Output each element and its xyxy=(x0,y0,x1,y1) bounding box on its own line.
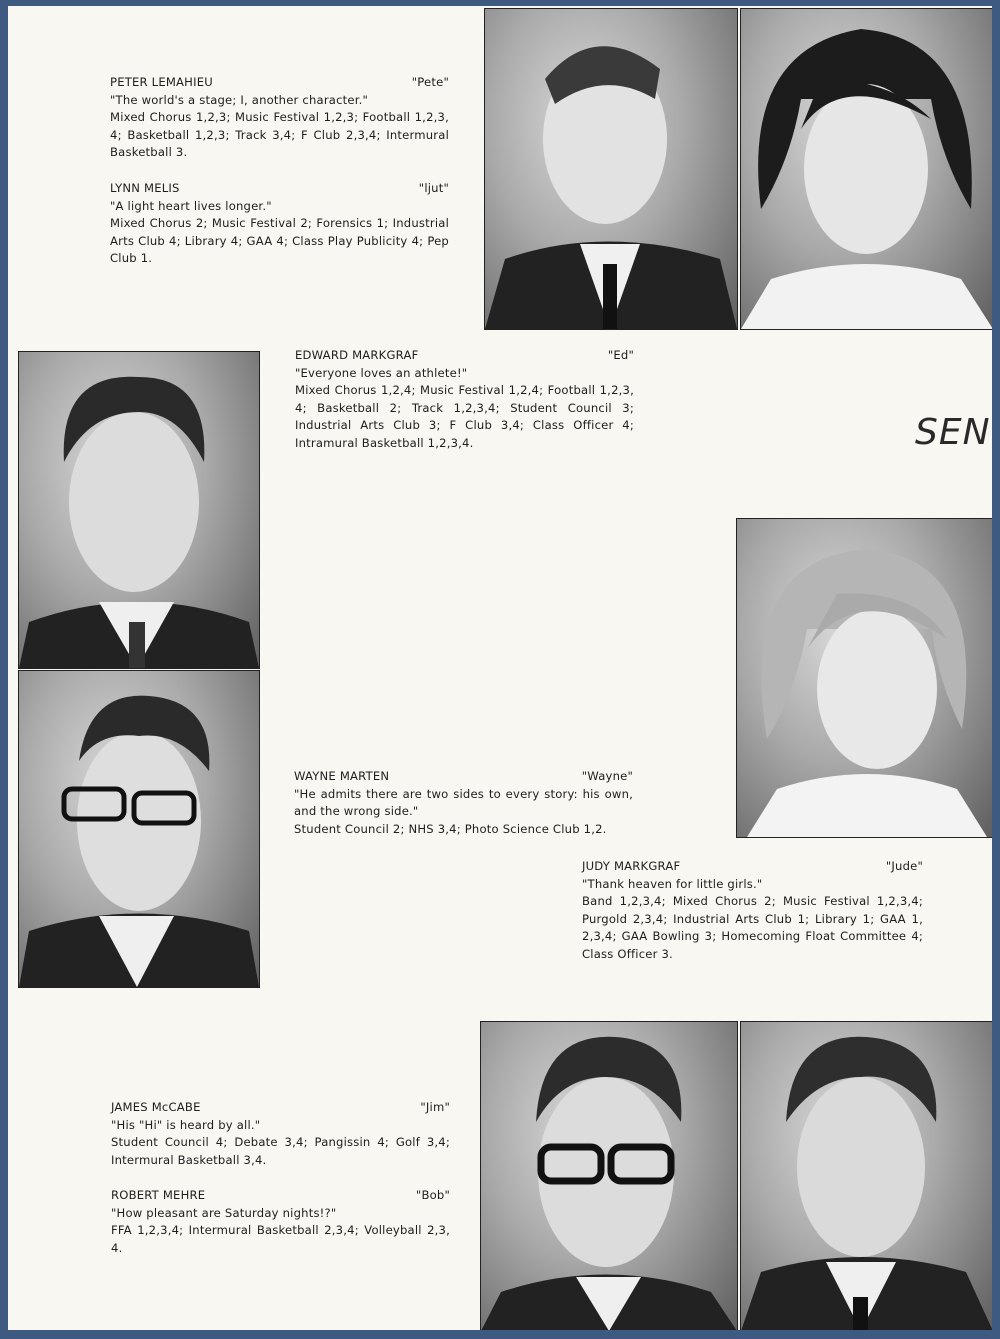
senior-nickname: "Bob" xyxy=(415,1188,450,1202)
senior-quote: "His "Hi" is heard by all." xyxy=(111,1117,261,1132)
senior-quote: "A light heart lives longer." xyxy=(110,198,272,213)
senior-name: JAMES McCABE xyxy=(111,1100,201,1114)
portrait-peter-lemahieu xyxy=(484,8,738,330)
senior-quote: "Thank heaven for little girls." xyxy=(582,876,763,891)
senior-nickname: "Jude" xyxy=(885,859,923,873)
senior-entry-james-mccabe xyxy=(111,1099,450,1169)
portrait-judy-markgraf xyxy=(736,518,992,838)
senior-nickname: "Jim" xyxy=(420,1100,450,1114)
senior-name: PETER LEMAHIEU xyxy=(110,75,213,89)
portrait-james-mccabe xyxy=(480,1021,738,1330)
senior-name: ROBERT MEHRE xyxy=(111,1188,206,1202)
senior-activities: Mixed Chorus 1,2,4; Music Festival 1,2,4; Football 1,2,3, 4; Basketball 2; Track 1,2,3,4; Student Council 3; Industrial Arts Club 3; F Club 3,4; Class Officer 4; Intramural Basketball 1,2,3,4. xyxy=(295,383,634,450)
senior-entry-lynn-melis xyxy=(110,180,449,268)
senior-activities: Mixed Chorus 1,2,3; Music Festival 1,2,3; Football 1,2,3, 4; Basketball 1,2,3; Track 3,4; F Club 2,3,4; Intermural Basketball 3. xyxy=(110,110,449,160)
senior-name: EDWARD MARKGRAF xyxy=(295,348,419,362)
senior-entry-wayne-marten xyxy=(294,768,633,838)
senior-quote: "How pleasant are Saturday nights!?" xyxy=(111,1205,337,1220)
senior-quote: "He admits there are two sides to every story: his own, and the wrong side." xyxy=(294,786,633,819)
senior-name: JUDY MARKGRAF xyxy=(582,859,681,873)
senior-nickname: "Ed" xyxy=(607,348,634,362)
senior-name: WAYNE MARTEN xyxy=(294,769,390,783)
section-heading: SEN xyxy=(915,412,991,453)
senior-activities: Student Council 2; NHS 3,4; Photo Science Club 1,2. xyxy=(294,821,607,836)
portrait-edward-markgraf xyxy=(18,351,260,669)
senior-quote: "Everyone loves an athlete!" xyxy=(295,365,468,380)
portrait-robert-mehre xyxy=(740,1021,992,1330)
portrait-wayne-marten xyxy=(18,670,260,988)
portrait-lynn-melis xyxy=(740,8,992,330)
senior-quote: "The world's a stage; I, another character." xyxy=(110,92,369,107)
senior-entry-edward-markgraf xyxy=(295,347,634,453)
senior-activities: Student Council 4; Debate 3,4; Pangissin 4; Golf 3,4; Intermural Basketball 3,4. xyxy=(111,1135,450,1167)
senior-name: LYNN MELIS xyxy=(110,181,180,195)
senior-entry-robert-mehre xyxy=(111,1187,450,1257)
senior-nickname: "ljut" xyxy=(418,181,449,195)
senior-nickname: "Wayne" xyxy=(581,769,633,783)
senior-activities: FFA 1,2,3,4; Intermural Basketball 2,3,4; Volleyball 2,3, 4. xyxy=(111,1223,450,1255)
senior-nickname: "Pete" xyxy=(411,75,449,89)
yearbook-page xyxy=(8,6,992,1330)
senior-activities: Mixed Chorus 2; Music Festival 2; Forensics 1; Industrial Arts Club 4; Library 4; GAA 4; Class Play Publicity 4; Pep Club 1. xyxy=(110,216,449,266)
senior-entry-judy-markgraf xyxy=(582,858,923,964)
senior-entry-peter-lemahieu xyxy=(110,74,449,162)
senior-activities: Band 1,2,3,4; Mixed Chorus 2; Music Festival 1,2,3,4; Purgold 2,3,4; Industrial Arts Club 1; Library 1; GAA 1, 2,3,4; GAA Bowling 3; Homecoming Float Committee 4; Class Officer 3. xyxy=(582,894,923,961)
